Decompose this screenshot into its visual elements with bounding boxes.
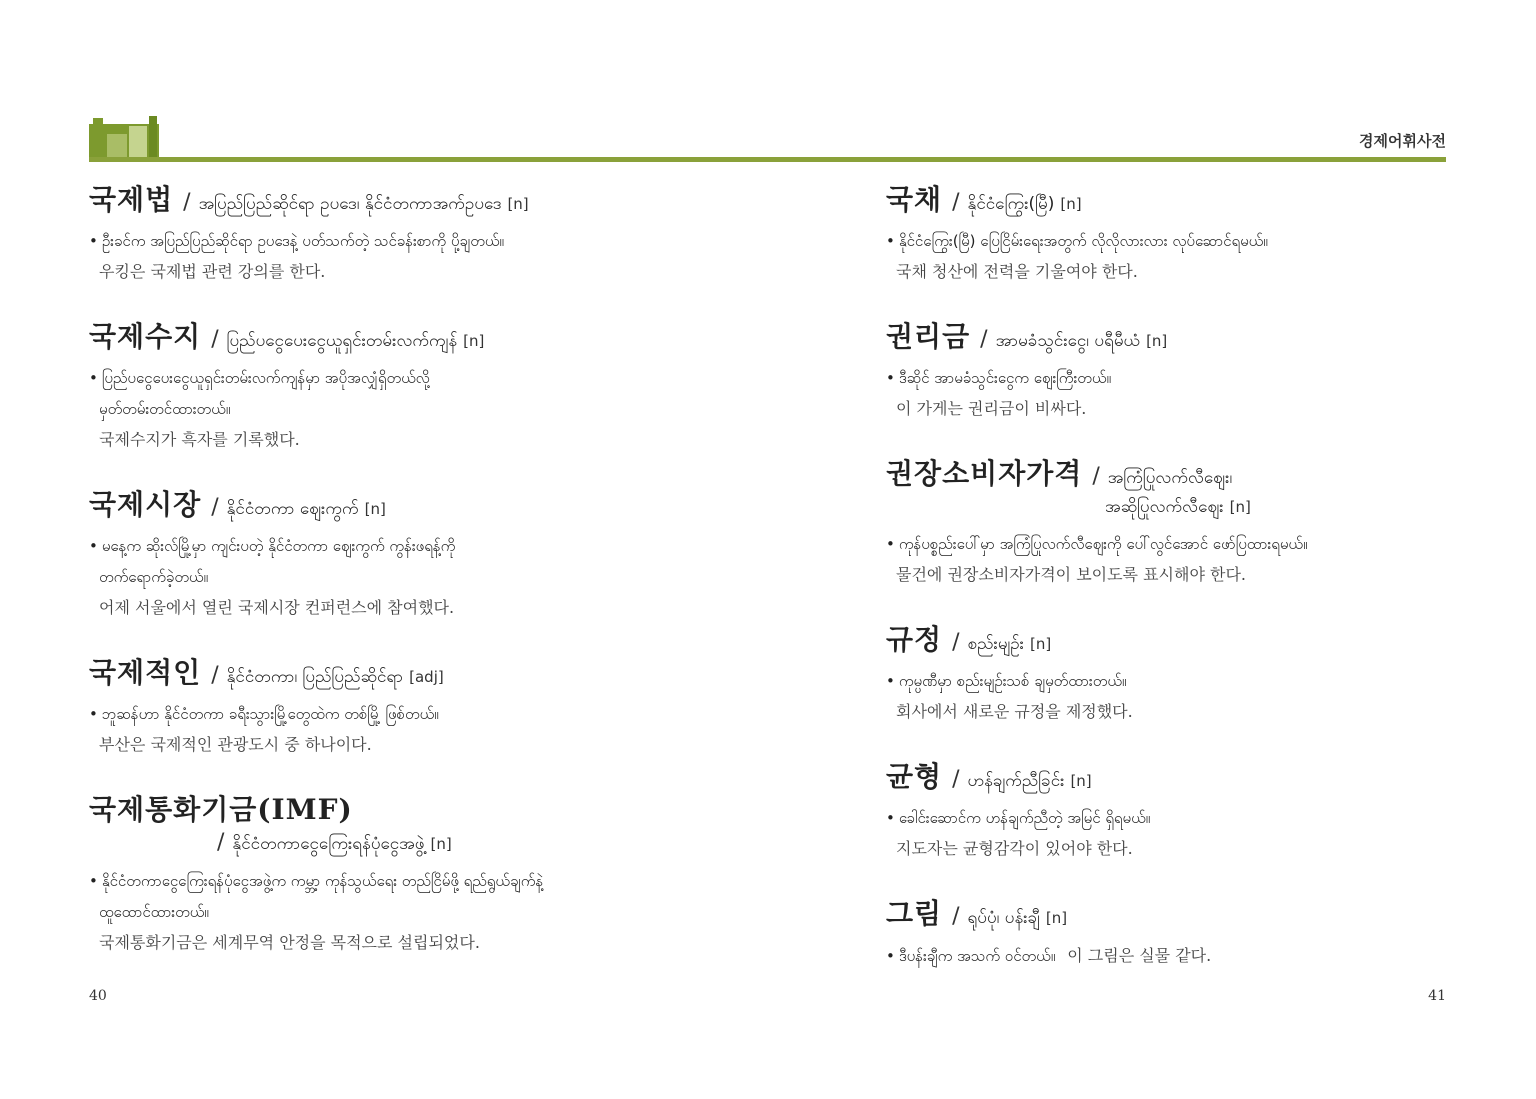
entry-headline (886, 178, 1486, 218)
korean-example: 어제 서울에서 열린 국제시장 컨퍼런스에 참여했다. (99, 598, 455, 617)
bullet: • (886, 369, 895, 387)
separator: / (183, 190, 191, 215)
example-line: ကုမ္ပဏီမှာ စည်းမျဉ်းသစ် ချမှတ်ထားတယ်။ (898, 672, 1127, 690)
separator: / (211, 495, 219, 520)
meaning-alt: အဆိုပြုလက်လီဈေး (1105, 497, 1224, 517)
example-line: ပြည်ပငွေပေးငွေယူရှင်းတမ်းလက်ကျန်မှာ အပိုအလျှံရှိတယ်လို့ (101, 369, 430, 387)
example (886, 363, 1486, 394)
example-line: ဦးခင်က အပြည်ပြည်ဆိုင်ရာ ဥပဒေနဲ့ ပတ်သက်တဲ့ သင်ခန်းစာကို ပို့ချတယ်။ (101, 232, 504, 250)
part-of-speech: [n] (1060, 195, 1082, 213)
bullet: • (886, 947, 895, 965)
korean-example: 물건에 권장소비자가격이 보이도록 표시해야 한다. (896, 565, 1247, 584)
part-of-speech: [adj] (409, 668, 444, 686)
bullet: • (89, 872, 98, 890)
bullet: • (886, 672, 895, 690)
korean-example: 우킹은 국제법 관련 강의를 한다. (99, 262, 326, 281)
page-number-left: 40 (89, 988, 107, 1004)
meaning: နိုင်ငံကြွေး(မြီ) (967, 194, 1055, 214)
example-line: ခေါင်းဆောင်က ဟန်ချက်ညီတဲ့ အမြင် ရှိရမယ်။ (898, 809, 1151, 827)
part-of-speech: [n] (1229, 498, 1251, 516)
example-line: တက်ရောက်ခဲ့တယ်။ (99, 568, 209, 586)
entry (89, 788, 749, 958)
part-of-speech: [n] (1146, 332, 1168, 350)
meaning: နိုင်ငံတကာ ဈေးကွက် (226, 499, 359, 519)
separator: / (952, 904, 960, 929)
example-line: ကုန်ပစ္စည်းပေါ်မှာ အကြံပြုလက်လီဈေးကို ပေါ်လွင်အောင် ဖော်ပြထားရမယ်။ (898, 535, 1308, 553)
separator: / (217, 830, 225, 855)
entry-headline (89, 788, 749, 828)
meaning: စည်းမျဉ်း (967, 634, 1024, 654)
headword: 국제적인 (89, 656, 202, 689)
example (886, 666, 1486, 697)
headword: 국제수지 (89, 320, 202, 353)
bullet: • (886, 535, 895, 553)
entry (886, 315, 1486, 424)
part-of-speech: [n] (364, 500, 386, 518)
korean-example: 국채 청산에 전력을 기울여야 한다. (896, 262, 1138, 281)
entry (89, 651, 749, 760)
entry-meaning-line (886, 496, 1486, 521)
example-line: နိုင်ငံတကာငွေကြေးရန်ပုံငွေအဖွဲ့က ကမ္ဘာ့ ကုန်သွယ်ရေး တည်ငြိမ်ဖို့ ရည်ရွယ်ချက်နဲ့ (101, 872, 544, 890)
separator: / (211, 663, 219, 688)
entry-headline (886, 892, 1486, 932)
headword: 권장소비자가격 (886, 457, 1083, 490)
part-of-speech: [n] (507, 195, 529, 213)
example-line: ဘူဆန်ဟာ နိုင်ငံတကာ ခရီးသွားမြို့တွေထဲက တစ်မြို့ ဖြစ်တယ်။ (101, 705, 439, 723)
example-line: နိုင်ငံကြွေး(မြီ) ပြေငြိမ်းရေးအတွက် လိုလိုလားလား လုပ်ဆောင်ရမယ်။ (898, 232, 1268, 250)
example (89, 531, 749, 593)
example (886, 226, 1486, 257)
entry (886, 618, 1486, 727)
entry (89, 315, 749, 455)
entry-headline (89, 483, 749, 523)
entry (89, 178, 749, 287)
meaning: ဟန်ချက်ညီခြင်း (967, 771, 1065, 791)
bullet: • (89, 369, 98, 387)
left-column (89, 178, 749, 986)
headword: 균형 (886, 760, 943, 793)
bullet: • (89, 232, 98, 250)
meaning: ရုပ်ပုံ၊ ပန်းချီ (967, 908, 1040, 928)
korean-example: 국제수지가 흑자를 기록했다. (99, 430, 300, 449)
entry-headline (886, 315, 1486, 355)
korean-example: 부산은 국제적인 관광도시 중 하나이다. (99, 735, 372, 754)
part-of-speech: [n] (463, 332, 485, 350)
entry (89, 483, 749, 623)
headword: 국제시장 (89, 488, 202, 521)
meaning: နိုင်ငံတကာငွေကြေးရန်ပုံငွေအဖွဲ့ (232, 834, 425, 854)
korean-example: 이 가게는 권리금이 비싸다. (896, 399, 1087, 418)
korean-example: 지도자는 균형감각이 있어야 한다. (896, 839, 1133, 858)
example-line: ဒီပန်းချီက အသက် ဝင်တယ်။ (898, 947, 1056, 965)
headword: 규정 (886, 623, 943, 656)
entry-headline (89, 315, 749, 355)
separator: / (952, 767, 960, 792)
bullet: • (89, 705, 98, 723)
headword: 국채 (886, 183, 943, 216)
headword: 권리금 (886, 320, 971, 353)
bullet: • (886, 232, 895, 250)
separator: / (952, 190, 960, 215)
entry-headline (886, 618, 1486, 658)
entry (886, 178, 1486, 287)
korean-example: 회사에서 새로운 규정을 제정했다. (896, 702, 1133, 721)
header-rule (89, 157, 1446, 162)
book-title: 경제어휘사전 (1359, 132, 1446, 150)
right-column (886, 178, 1486, 1000)
meaning: အာမခံသွင်းငွေ၊ ပရီမီယံ (995, 331, 1141, 351)
example-line: ဒီဆိုင် အာမခံသွင်းငွေက ဈေးကြီးတယ်။ (898, 369, 1111, 387)
entry-headline (89, 651, 749, 691)
entry-meaning-line (89, 830, 749, 858)
example (886, 940, 1486, 972)
entry-headline (886, 452, 1486, 492)
meaning: နိုင်ငံတကာ၊ ပြည်ပြည်ဆိုင်ရာ (226, 667, 404, 687)
part-of-speech: [n] (1030, 635, 1052, 653)
entry (886, 452, 1486, 590)
headword: 그림 (886, 897, 943, 930)
meaning: ပြည်ပငွေပေးငွေယူရှင်းတမ်းလက်ကျန် (226, 331, 458, 351)
part-of-speech: [n] (1045, 909, 1068, 927)
example (886, 803, 1486, 834)
entry (886, 755, 1486, 864)
example (89, 699, 749, 730)
bullet: • (886, 809, 895, 827)
part-of-speech: [n] (430, 835, 452, 853)
separator: / (1092, 464, 1100, 489)
entry (886, 892, 1486, 972)
korean-example: 국제통화기금은 세계무역 안정을 목적으로 설립되었다. (99, 933, 480, 952)
example-line: မနေ့က ဆိုးလ်မြို့မှာ ကျင်းပတဲ့ နိုင်ငံတကာ ဈေးကွက် ကွန်းဖရန့်ကို (101, 537, 456, 555)
headword: 국제통화기금(IMF) (89, 793, 353, 826)
entry-headline (89, 178, 749, 218)
example (89, 363, 749, 425)
meaning: အပြည်ပြည်ဆိုင်ရာ ဥပဒေ၊ နိုင်ငံတကာအက်ဥပဒေ (198, 194, 502, 214)
bullet: • (89, 537, 98, 555)
example (886, 529, 1486, 560)
korean-example: 이 그림은 실물 같다. (1067, 946, 1212, 965)
example (89, 866, 749, 928)
separator: / (980, 327, 988, 352)
separator: / (952, 630, 960, 655)
headword: 국제법 (89, 183, 174, 216)
example-line: ထူထောင်ထားတယ်။ (99, 903, 209, 921)
example (89, 226, 749, 257)
separator: / (211, 327, 219, 352)
example-line: မှတ်တမ်းတင်ထားတယ်။ (99, 400, 231, 418)
header-decoration-icon (89, 116, 159, 160)
meaning: အကြံပြုလက်လီဈေး၊ (1107, 468, 1233, 488)
part-of-speech: [n] (1070, 772, 1092, 790)
page-number-right: 41 (1428, 988, 1446, 1004)
entry-headline (886, 755, 1486, 795)
